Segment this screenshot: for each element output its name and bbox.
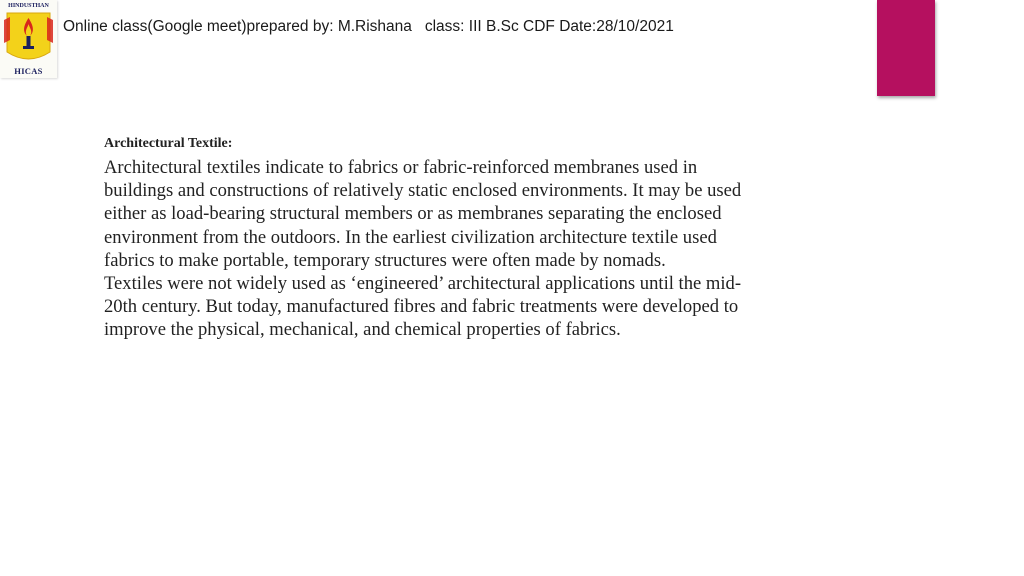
section-heading: Architectural Textile: <box>104 136 233 151</box>
slide-content <box>104 136 764 342</box>
paragraph-1: Architectural textiles indicate to fabrics or fabric-reinforced membranes used in buildings and constructions of relatively static enclosed environments. It may be used either as load-bearing structural members or as membranes separating the enclosed environment from the outdoors. In the earliest civilization architecture textile used fabrics to make portable, temporary structures were often made by nomads. <box>104 157 742 271</box>
logo-name: HICAS <box>14 66 43 76</box>
header-title: Online class(Google meet)prepared by: M.Rishana class: III B.Sc CDF Date:28/10/2021 <box>63 18 674 35</box>
paragraph-2: Textiles were not widely used as ‘engineered’ architectural applications until the mid-20th century. But today, manufactured fibres and fabric treatments were developed to improve the physical, mechanical, and chemical properties of fabrics. <box>104 273 742 341</box>
institution-logo <box>0 0 57 78</box>
logo-top-text: HINDUSTHAN <box>8 3 49 9</box>
accent-bar <box>877 0 935 96</box>
